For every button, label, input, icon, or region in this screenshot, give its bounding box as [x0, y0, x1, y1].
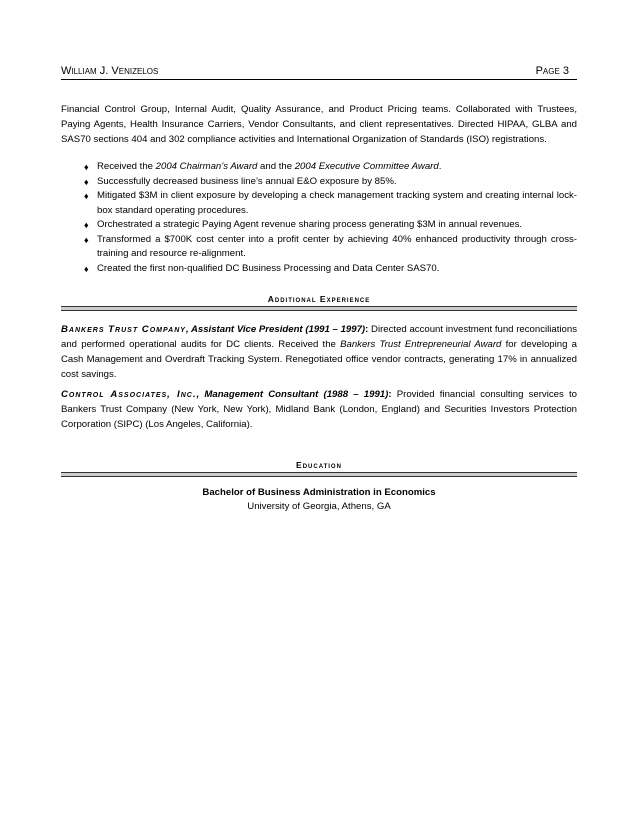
bullet-text: Created the first non-qualified DC Business Processing and Data Center SAS70.: [97, 262, 440, 274]
school: University of Georgia, Athens, GA: [247, 501, 391, 512]
diamond-bullet-icon: ♦: [84, 162, 89, 172]
education-block: [61, 486, 577, 514]
section-divider: [61, 306, 577, 311]
diamond-bullet-icon: ♦: [84, 263, 89, 274]
list-item: [61, 189, 577, 218]
company-name: Control Associates, Inc.: [61, 389, 197, 400]
header-name: William J. Venizelos: [61, 65, 159, 77]
bullet-text: .: [438, 161, 442, 172]
bullet-text: and the: [257, 161, 295, 172]
list-item: [61, 262, 577, 277]
job-description: Provided financial consulting services to Bankers Trust Company (New York, New York), Midland Bank (London, England) and Securities Investors Protection Corporation (SIPC) (Los Angeles, California).: [61, 389, 577, 430]
bullet-text: Orchestrated a strategic Paying Agent revenue sharing process generating $3M in annual revenues.: [97, 219, 523, 230]
diamond-bullet-icon: ♦: [84, 191, 89, 201]
section-title-additional-experience: Additional Experience: [267, 294, 371, 304]
degree: Bachelor of Business Administration in Economics: [202, 487, 436, 498]
achievements-list: [61, 160, 577, 276]
list-item: [61, 218, 577, 233]
section-title-education: Education: [296, 460, 342, 470]
job-description: for developing a Cash Management and Overdraft Tracking System. Renegotiated office vendor contracts, generating 17% in annualized cost savings.: [61, 339, 577, 380]
award-name: 2004 Executive Committee Award: [294, 161, 439, 172]
intro-paragraph: [61, 102, 577, 147]
bullet-text: Transformed a $700K cost center into a profit center by achieving 40% enhanced productivity through cross-training and resource re-alignment.: [97, 233, 577, 259]
list-item: [61, 160, 577, 175]
section-divider: [61, 472, 577, 477]
diamond-bullet-icon: ♦: [84, 220, 89, 230]
award-name: Bankers Trust Entrepreneurial Award: [340, 339, 502, 350]
bullet-text: Mitigated $3M in client exposure by developing a check management tracking system and creating internal lock-box standard operating procedures.: [97, 190, 577, 216]
page-header: [61, 64, 577, 80]
company-name: Bankers Trust Company: [61, 324, 186, 335]
job-description: Directed account investment fund reconciliations and performed operational audits for DC clients. Received the: [61, 324, 577, 350]
list-item: [61, 233, 577, 262]
list-item: [61, 175, 577, 190]
intro-text: Financial Control Group, Internal Audit, Quality Assurance, and Product Pricing teams. Collaborated with Trustees, Paying Agents, Health Insurance Carriers, Vendor Consultants, and client representatives. Directed HIPAA, GLBA and SAS70 sections 404 and 302 compliance activities and International Organization of Standards (ISO) registrations.: [61, 104, 577, 145]
diamond-bullet-icon: ♦: [84, 234, 89, 245]
colon: :: [388, 389, 392, 400]
job-role: , Assistant Vice President (1991 – 1997): [185, 324, 366, 335]
job-role: , Management Consultant (1988 – 1991): [196, 389, 389, 400]
diamond-bullet-icon: ♦: [84, 176, 89, 187]
award-name: 2004 Chairman’s Award: [155, 161, 258, 172]
job-bankers-trust: [61, 322, 577, 382]
header-page-number: Page 3: [535, 65, 569, 77]
colon: :: [365, 324, 369, 335]
bullet-text: Received the: [97, 161, 156, 172]
job-control-associates: [61, 387, 577, 432]
bullet-text: Successfully decreased business line’s annual E&O exposure by 85%.: [97, 175, 397, 187]
